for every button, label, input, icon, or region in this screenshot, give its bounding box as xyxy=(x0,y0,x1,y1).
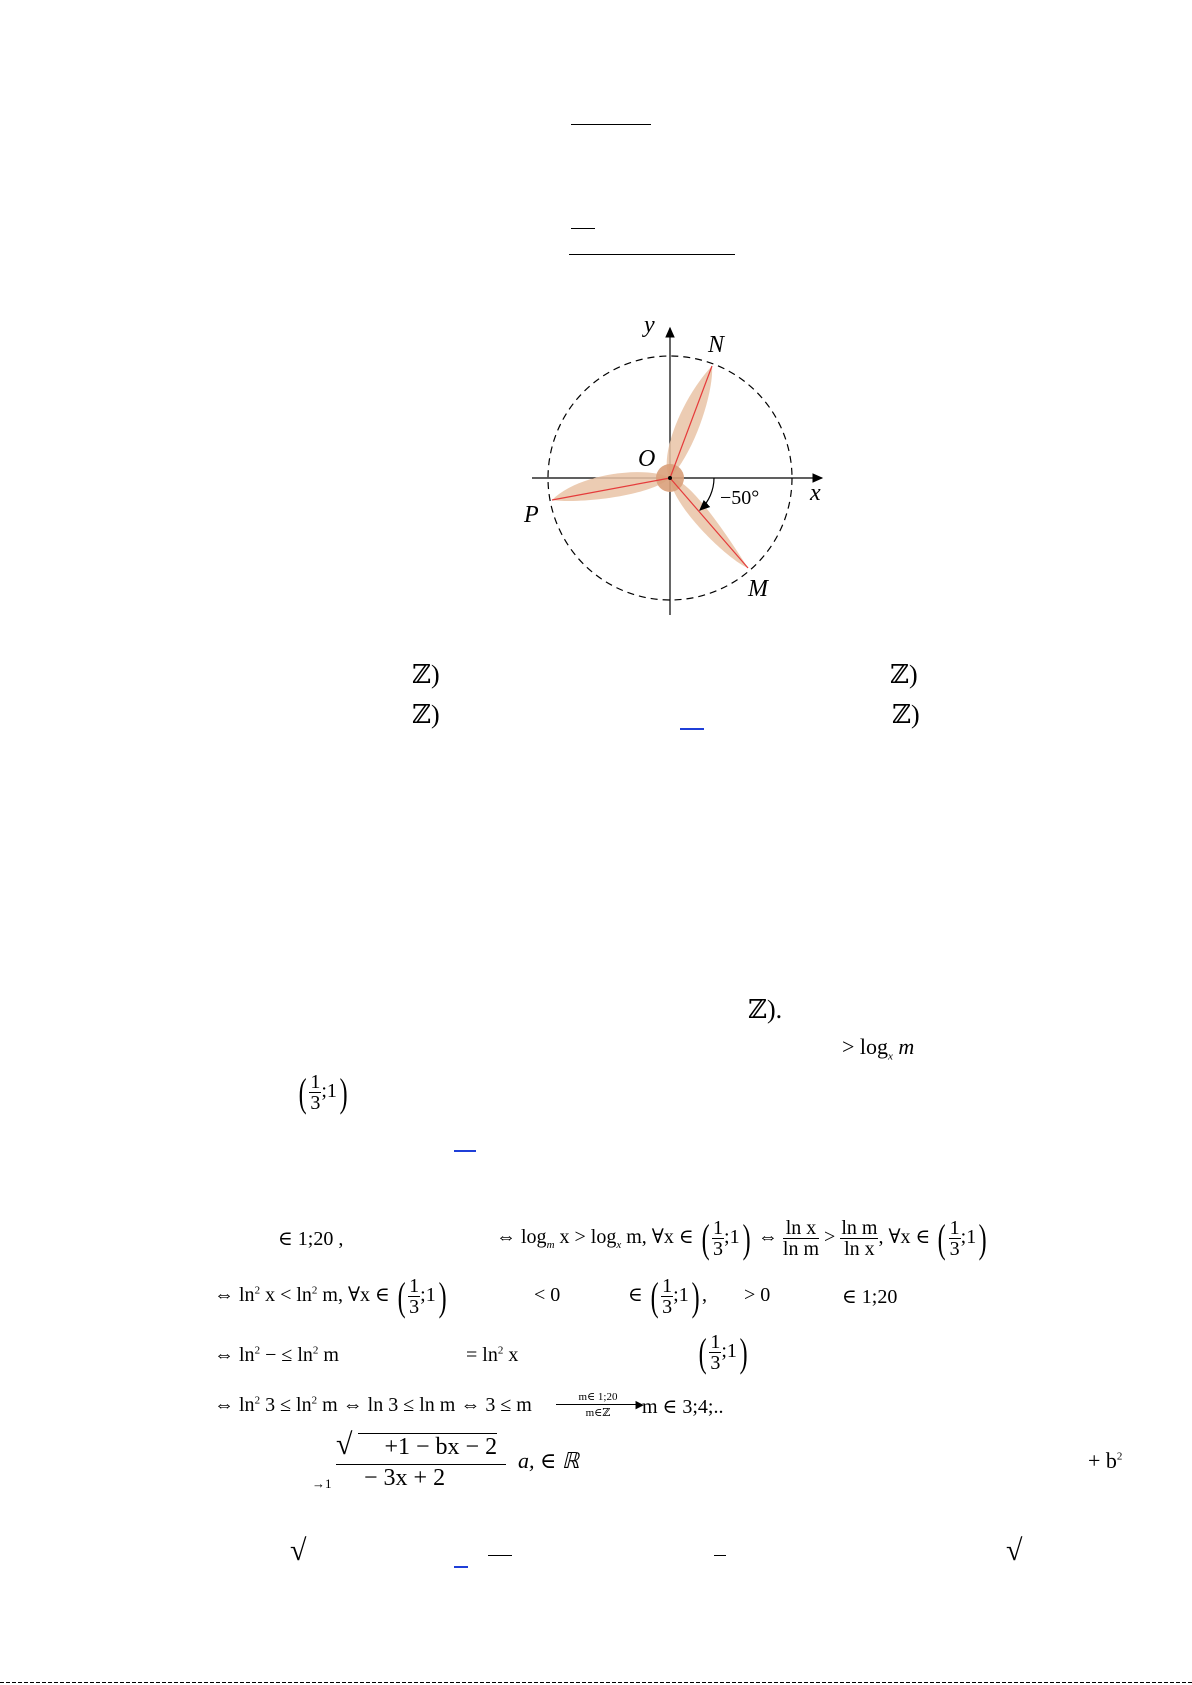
label-x: x xyxy=(810,480,821,506)
line2: ⇔ $\ln^2 x < \ln^2 m$, ∀x ∈ ( $\frac{1}{3}$ ;1) xyxy=(214,1273,447,1319)
sqrt-right: √ xyxy=(1006,1534,1023,1567)
label-angle: −50° xyxy=(720,487,760,509)
line1-domain: ∈ 1;20 , xyxy=(278,1228,344,1250)
line4-result: m ∈ 3;4;.. xyxy=(642,1396,724,1418)
answer-link-underline[interactable] xyxy=(680,728,704,730)
radius-on xyxy=(670,366,712,478)
sqrt-left: √ xyxy=(290,1534,307,1567)
fraction-bar-2 xyxy=(571,228,595,229)
fraction-bar-1 xyxy=(571,124,651,125)
label-p: P xyxy=(524,502,539,528)
bottom-frac-bar-2 xyxy=(714,1555,726,1556)
rotation-figure xyxy=(500,300,840,620)
bottom-frac-bar-1 xyxy=(488,1555,512,1556)
solution-link-underline[interactable] xyxy=(454,1150,476,1152)
label-n: N xyxy=(708,332,725,358)
limit-fraction: √ +1 − bx − 2 − 3x + 2 xyxy=(336,1428,506,1492)
answer-d-z: ℤ) xyxy=(892,700,920,729)
line3-eq: = $\ln^2 x$ xyxy=(466,1344,519,1366)
answer-c-z: ℤ) xyxy=(412,700,440,729)
line2-interval: ∈ ( $\frac{1}{3}$ ;1) , xyxy=(628,1273,708,1319)
line1-equivalence: ⇔ $\log_m x > \log_x m$, ∀x ∈ ( $\frac{1}{3}$ ;1) ⇔ $\frac{\text{ln x}}{\text{ln m}}$ > $\frac{\text{ln m}}{\text{ln x}}$ , ∀x ∈ ( $\frac{1}{3}$ ;1) xyxy=(496,1215,987,1261)
line2-domain: ∈ 1;20 xyxy=(842,1286,898,1308)
line3-interval: ( $\frac{1}{3}$ ;1) xyxy=(698,1329,748,1375)
page-bottom-border xyxy=(0,1682,1192,1683)
log-condition: > $\log_x m$ xyxy=(842,1034,915,1063)
line2-lt0: < 0 xyxy=(534,1284,561,1306)
limit-sub: →1 xyxy=(312,1476,332,1491)
label-y: y xyxy=(644,312,655,338)
label-m: M xyxy=(748,576,768,602)
line4-arrow: m∈ 1;20 ▶ m∈ℤ xyxy=(556,1390,640,1419)
answer-b-z: ℤ) xyxy=(890,660,918,689)
answer-a-z: ℤ) xyxy=(412,660,440,689)
fraction-bar-3 xyxy=(569,254,735,255)
interval-one-third: ( $\frac{1}{3}$ ;1) xyxy=(298,1069,348,1115)
origin-dot xyxy=(668,476,672,480)
plus-b-squared: + $b^2$ xyxy=(1088,1448,1123,1473)
bottom-link-underline[interactable] xyxy=(454,1566,468,1568)
z-period: ℤ). xyxy=(748,995,783,1024)
label-o: O xyxy=(638,446,656,472)
limit-tail: a, ∈ ℝ xyxy=(518,1448,580,1473)
line4: ⇔ $\ln^2 3 \le \ln^2 m$ ⇔ ln 3 ≤ ln m ⇔ 3 ≤ m xyxy=(214,1394,532,1416)
line2-gt0: > 0 xyxy=(744,1284,771,1306)
line3: ⇔ $\ln^2$ − ≤ $\ln^2 m$ xyxy=(214,1344,339,1366)
